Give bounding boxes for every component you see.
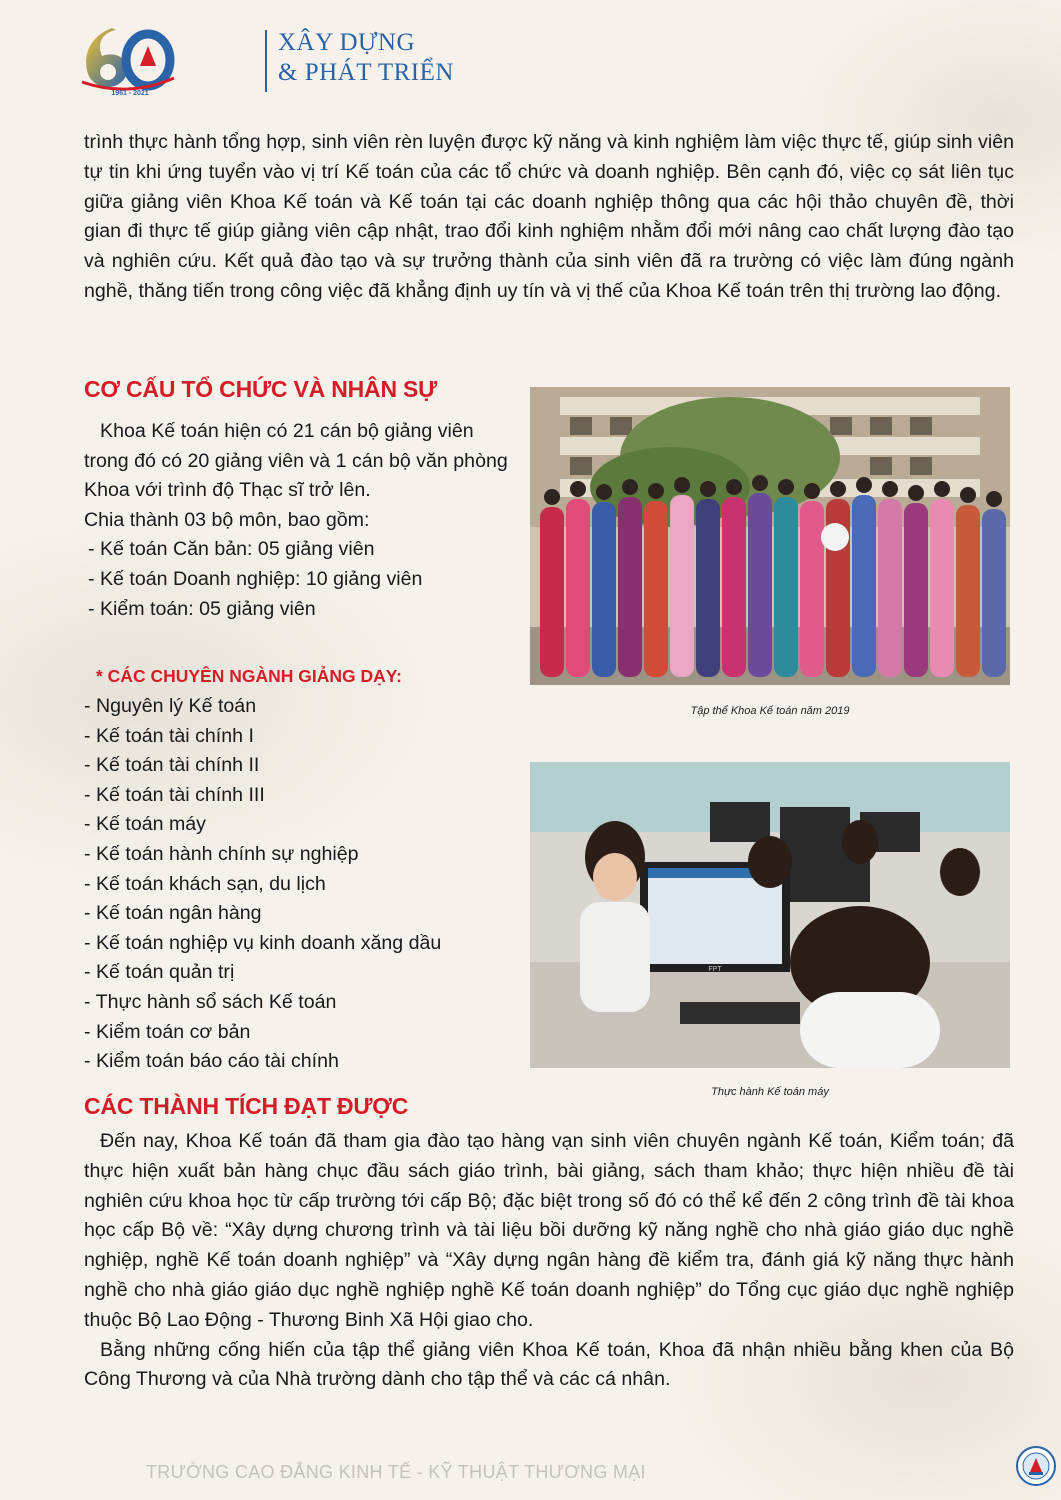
header-title-line2: & PHÁT TRIỂN [278,59,454,86]
org-section-heading: CƠ CẤU TỔ CHỨC VÀ NHÂN SỰ [84,376,438,402]
intro-paragraph: trình thực hành tổng hợp, sinh viên rèn luyện được kỹ năng và kinh nghiệm làm việc thực tế, giúp sinh viên tự tin khi ứng tuyển vào vị trí Kế toán của các tổ chức và doanh nghiệp. Bên cạnh đó, việc cọ sát liên tục giữa giảng viên Khoa Kế toán và Kế toán tại các doanh nghiệp thông qua các hội thảo chuyên đề, thời gian đi thực tế giúp giảng viên cập nhật, trao đổi kinh nghiệm nhằm đổi mới nâng cao chất lượng đào tạo và nghiên cứu. Kết quả đào tạo và sự trưởng thành của sinh viên đã ra trường có việc làm đúng ngành nghề, thăng tiến trong công việc đã khẳng định uy tín và vị thế của Khoa Kế toán trên thị trường lao động. [84,131,1014,302]
list-item: - Kế toán hành chính sự nghiệp [84,842,359,865]
list-item: - Kiểm toán báo cáo tài chính [84,1050,339,1073]
majors-list [84,692,524,1077]
list-item: - Kế toán Doanh nghiệp: 10 giảng viên [88,567,423,590]
list-item: - Nguyên lý Kế toán [84,695,257,717]
header-divider [265,30,267,92]
lab-photo-caption: Thực hành Kế toán máy [711,1086,829,1098]
list-item: - Kế toán khách sạn, du lịch [84,872,326,895]
departments-intro: Chia thành 03 bộ môn, bao gồm: [84,508,370,531]
departments-list [84,535,516,624]
list-item: - Kế toán máy [84,813,206,836]
header-title-line1: XÂY DỰNG [278,29,416,56]
group-photo [530,387,1010,685]
achievements-paragraph-1: Đến nay, Khoa Kế toán đã tham gia đào tạo hàng vạn sinh viên chuyên ngành Kế toán, Kiểm toán; đã thực hiện xuất bản hàng chục đầu sách giáo trình, bài giảng, sách tham khảo; thực hiện nhiều đề tài nghiên cứu khoa học từ cấp trường tới cấp Bộ; đặc biệt trong số đó có thể kể đến 2 công trình đề tài khoa học cấp Bộ về: “Xây dựng chương trình và tài liệu bồi dưỡng kỹ năng nghề cho nhà giáo giáo dục nghề nghiệp, nghề Kế toán doanh nghiệp” và “Xây dựng ngân hàng đề kiểm tra, đánh giá kỹ năng thực hành nghề cho nhà giáo giáo dục nghề nghiệp nghề Kế toán doanh nghiệp” do Tổng cục giáo dục nghề nghiệp thuộc Bộ Lao Động - Thương Binh Xã Hội giao cho. [84,1130,1014,1331]
list-item: - Kế toán quản trị [84,961,235,984]
achievements-paragraph-2: Bằng những cống hiến của tập thể giảng viên Khoa Kế toán, Khoa đã nhận nhiều bằng khen của Bộ Công Thương và của Nhà trường dành cho tập thể và các cá nhân. [84,1338,1014,1391]
logo-years: 1961 - 2021 [111,90,149,97]
list-item: - Kế toán tài chính II [84,754,260,777]
keyboard [680,1002,800,1024]
monitor-brand: FPT [708,966,722,973]
achievements-body [84,1127,1014,1395]
list-item: - Kế toán nghiệp vụ kinh doanh xăng dầu [84,931,442,954]
achievements-heading: CÁC THÀNH TÍCH ĐẠT ĐƯỢC [84,1093,409,1119]
footer-school-name: TRƯỜNG CAO ĐẲNG KINH TẾ - KỸ THUẬT THƯƠNG MẠI [146,1462,646,1482]
list-item: - Kiểm toán cơ bản [84,1020,251,1043]
list-item: - Kiểm toán: 05 giảng viên [88,597,316,620]
lab-photo [530,762,1010,1068]
list-item: - Kế toán tài chính I [84,724,254,747]
list-item: - Kế toán tài chính III [84,783,265,806]
org-paragraph: Khoa Kế toán hiện có 21 cán bộ giảng viên trong đó có 20 giảng viên và 1 cán bộ văn phòng Khoa với trình độ Thạc sĩ trở lên. [84,420,508,502]
list-item: - Thực hành sổ sách Kế toán [84,990,337,1013]
school-seal-icon [1016,1446,1056,1486]
org-section-body [84,417,516,624]
flower-bouquet [821,523,849,551]
majors-heading: * CÁC CHUYÊN NGÀNH GIẢNG DẠY: [96,666,402,686]
list-item: - Kế toán ngân hàng [84,902,262,925]
page-header [78,22,498,100]
header-title [278,28,454,88]
list-item: - Kế toán Căn bản: 05 giảng viên [88,538,375,561]
anniversary-logo [78,22,178,98]
group-photo-caption: Tập thể Khoa Kế toán năm 2019 [690,705,850,717]
